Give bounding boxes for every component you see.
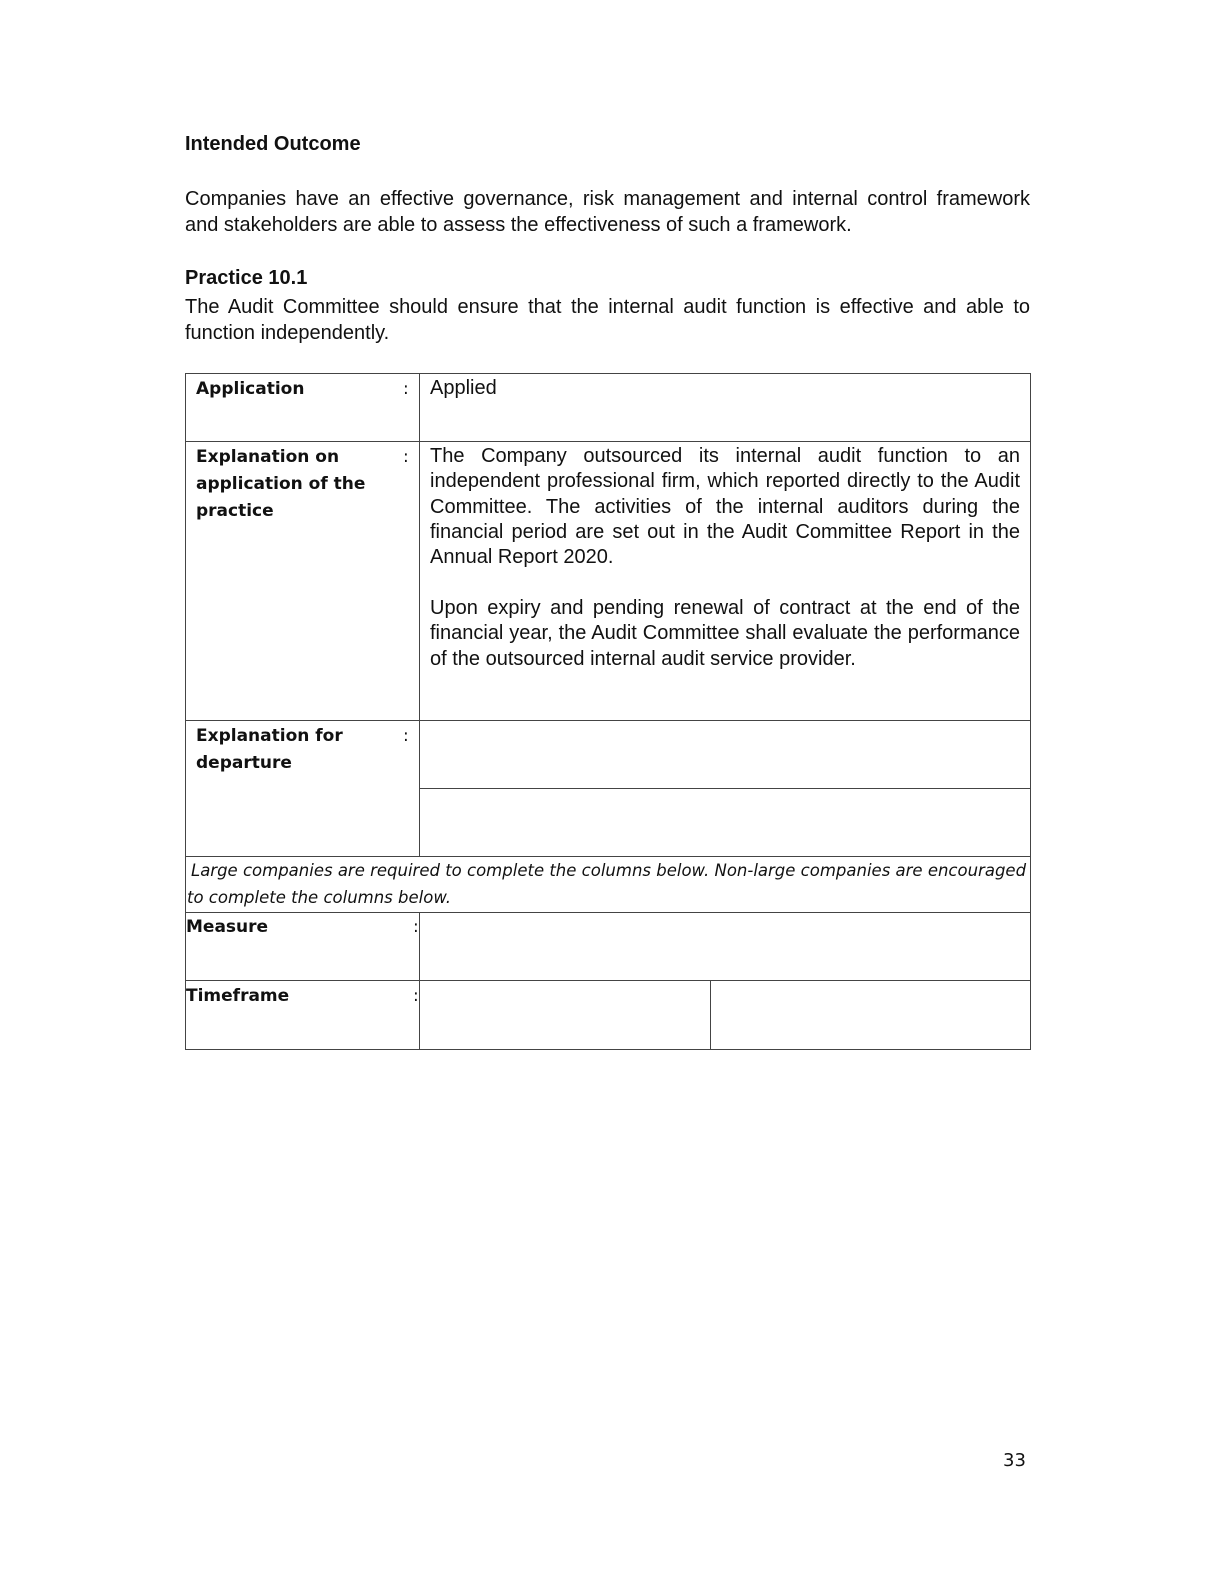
- explanation-on-application-label: Explanation on application of the practice: [196, 447, 366, 521]
- timeframe-label: Timeframe: [186, 986, 290, 1006]
- explanation-paragraph-1: The Company outsourced its internal audit function to an independent professional firm, which reported directly to the Audit Committee. The activities of the internal auditors during the financial period are set out in the Audit Committee Report in the Annual Report 2020.: [430, 445, 1020, 569]
- explanation-on-application-colon: :: [403, 447, 409, 467]
- measure-label: Measure: [186, 917, 269, 937]
- practice-heading: Practice 10.1: [185, 267, 308, 289]
- explanation-for-departure-colon: :: [403, 726, 409, 746]
- intended-outcome-heading: Intended Outcome: [185, 133, 361, 155]
- table-border-top: [185, 373, 1031, 374]
- application-colon: :: [403, 379, 409, 399]
- practice-text: The Audit Committee should ensure that the internal audit function is effective and able to function independently.: [185, 296, 1030, 344]
- column-divider: [419, 912, 420, 1050]
- table-border-bottom: [185, 1049, 1031, 1050]
- intended-outcome-text: Companies have an effective governance, risk management and internal control framework and stakeholders are able to assess the effectiveness of such a framework.: [185, 188, 1030, 236]
- row-divider: [420, 788, 1031, 789]
- row-divider: [185, 980, 1031, 981]
- application-value: Applied: [430, 377, 497, 399]
- column-divider: [419, 373, 420, 857]
- explanation-paragraph-2: Upon expiry and pending renewal of contract at the end of the financial year, the Audit Committee shall evaluate the performance of the outsourced internal audit service provider.: [430, 597, 1020, 670]
- practice-table: [185, 373, 1031, 1050]
- timeframe-colon: :: [413, 986, 419, 1006]
- column-divider: [710, 980, 711, 1050]
- row-divider: [185, 720, 1031, 721]
- large-companies-note: Large companies are required to complete the columns below. Non-large companies are encouraged to complete the columns below.: [187, 861, 1027, 907]
- table-border-left: [185, 373, 186, 1050]
- table-border-right: [1030, 373, 1031, 1050]
- page-number: 33: [1003, 1450, 1026, 1471]
- measure-colon: :: [413, 917, 419, 937]
- row-divider: [185, 912, 1031, 913]
- application-label: Application: [196, 379, 305, 399]
- row-divider: [185, 441, 1031, 442]
- explanation-for-departure-label: Explanation for departure: [196, 726, 343, 773]
